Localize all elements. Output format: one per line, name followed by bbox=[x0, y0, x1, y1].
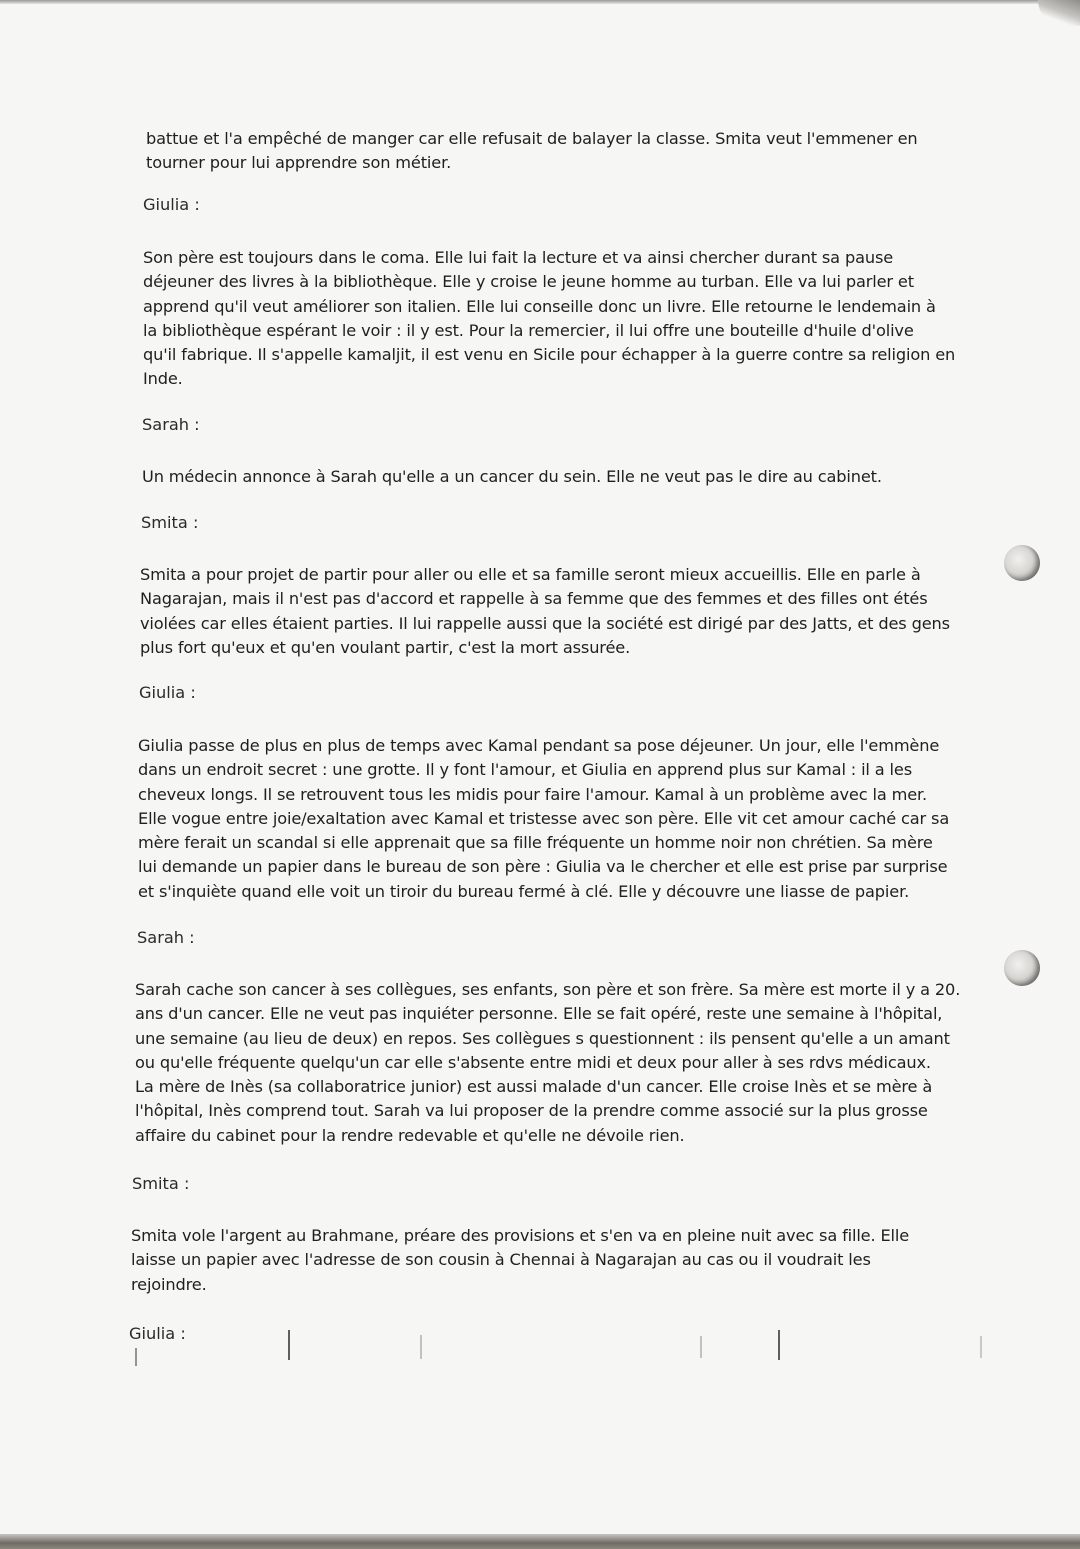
paragraph-continuation: battue et l'a empêché de manger car elle refusait de balayer la classe. Smita veut l'emmener en tourner pour lui apprendre son métier. bbox=[146, 129, 918, 173]
paragraph-sarah: Un médecin annonce à Sarah qu'elle a un cancer du sein. Elle ne veut pas le dire au cabinet. bbox=[142, 467, 882, 486]
section-label-smita: Smita : bbox=[141, 513, 199, 532]
paragraph-smita: Smita vole l'argent au Brahmane, préare des provisions et s'en va en pleine nuit avec sa fille. Elle laisse un papier avec l'adresse de son cousin à Chennai à Nagarajan au cas ou il voudrait les rejoindre. bbox=[131, 1226, 910, 1294]
section-label-sarah: Sarah : bbox=[142, 415, 200, 434]
paragraph-giulia: Son père est toujours dans le coma. Elle lui fait la lecture et va ainsi chercher durant sa pause déjeuner des livres à la bibliothèque. Elle y croise le jeune homme au turban. Elle va lui parler et apprend qu'il veut améliorer son italien. Elle lui conseille donc un livre. Elle retourne le lendemain à la bibliothèque espérant le voir : il y est. Pour la remercier, il lui offre une bouteille d'huile d'olive qu'il fabrique. Il s'appelle kamaljit, il est venu en Sicile pour échapper à la guerre contre sa religion en Inde. bbox=[143, 248, 956, 389]
section-label-giulia: Giulia : bbox=[139, 683, 196, 702]
page-top-edge bbox=[0, 0, 1080, 4]
paragraph-sarah: Sarah cache son cancer à ses collègues, ses enfants, son père et son frère. Sa mère est morte il y a 20. ans d'un cancer. Elle ne veut pas inquiéter personne. Elle se fait opéré, reste une semaine à l'hôpital, une semaine (au lieu de deux) en repos. Ses collègues s questionnent : ils pensent qu'elle a un amant ou qu'elle fréquente quelqu'un car elle s'absente entre midi et deux pour aller à ses rdvs médicaux. La mère de Inès (sa collaboratrice junior) est aussi malade d'un cancer. Elle croise Inès et se mère à l'hôpital, Inès comprend tout. Sarah va lui proposer de la prendre comme associé sur la plus grosse affaire du cabinet pour la rendre redevable et qu'elle ne dévoile rien. bbox=[135, 980, 961, 1145]
paragraph-smita: Smita a pour projet de partir pour aller ou elle et sa famille seront mieux accueillis. Elle en parle à Nagarajan, mais il n'est pas d'accord et rappelle à sa femme que des femmes et des filles ont étés violées car elles étaient parties. Il lui rappelle aussi que la société est dirigé par des Jatts, et des gens plus fort qu'eux et qu'en voulant partir, c'est la mort assurée. bbox=[140, 565, 950, 657]
scan-mark bbox=[420, 1335, 422, 1359]
section-label-smita: Smita : bbox=[132, 1174, 190, 1193]
scan-mark bbox=[135, 1348, 137, 1366]
page-bottom-edge bbox=[0, 1534, 1080, 1549]
section-label-giulia: Giulia : bbox=[143, 195, 200, 214]
page-corner-curl bbox=[1038, 0, 1080, 26]
scan-mark bbox=[288, 1330, 290, 1360]
paragraph-giulia: Giulia passe de plus en plus de temps avec Kamal pendant sa pose déjeuner. Un jour, elle l'emmène dans un endroit secret : une grotte. Il y font l'amour, et Giulia en apprend plus sur Kamal : il a les cheveux longs. Il se retrouvent tous les midis pour faire l'amour. Kamal à un problème avec la mer. Elle vogue entre joie/exaltation avec Kamal et tristesse avec son père. Elle vit cet amour caché car sa mère ferait un scandal si elle apprenait que sa fille fréquente un homme noir non chrétien. Sa mère lui demande un papier dans le bureau de son père : Giulia va le chercher et elle est prise par surprise et s'inquiète quand elle voit un tiroir du bureau fermé à clé. Elle y découvre une liasse de papier. bbox=[138, 736, 950, 901]
scan-mark bbox=[778, 1330, 780, 1360]
section-label-giulia: Giulia : bbox=[129, 1324, 186, 1343]
scan-mark bbox=[700, 1336, 702, 1358]
section-label-sarah: Sarah : bbox=[137, 928, 195, 947]
scan-mark bbox=[980, 1336, 982, 1358]
